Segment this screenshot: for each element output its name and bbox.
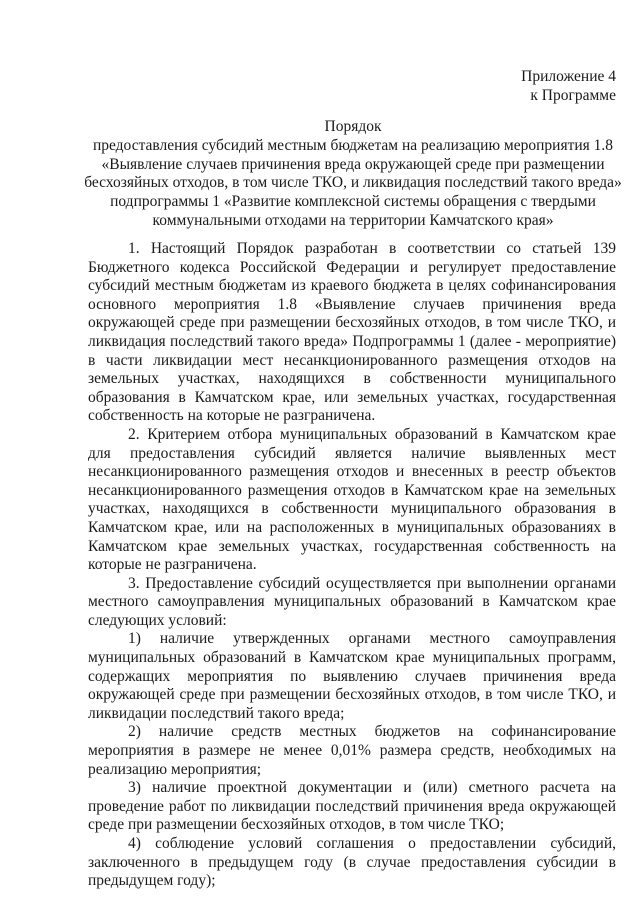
paragraph-1: 1. Настоящий Порядок разработан в соответствии со статьей 139 Бюджетного кодекса Российской Федерации и регулирует предоставление субсидий местным бюджетам из краевого бюджета в целях софинансирования основного мероприятия 1.8 «Выявление случаев причинения вреда окружающей среде при размещении бесхозяйных отходов, в том числе ТКО, и ликвидация последствий такого вреда» Подпрограммы 1 (далее - мероприятие) в части ликвидации мест несанкционированного размещения отходов на земельных участках, находящихся в собственности муниципального образования в Камчатском крае, или земельных участках, государственная собственность на которые не разграничена. (88, 240, 616, 425)
condition-1: 1) наличие утвержденных органами местного самоуправления муниципальных образований в Камчатском крае муниципальных программ, содержащих мероприятия по выявлению случаев причинения вреда окружающей среде при размещении бесхозяйных отходов, в том числе ТКО, и ликвидации последствий такого вреда; (88, 630, 616, 722)
document-body (88, 240, 616, 891)
document-title: Порядок (324, 118, 382, 135)
appendix-program: к Программе (530, 86, 616, 104)
appendix-reference (521, 68, 616, 105)
document-subtitle: предоставления субсидий местным бюджетам на реализацию мероприятия 1.8 «Выявление случаев причинения вреда окружающей среде при размещении бесхозяйных отходов, в том числе ТКО, и ликвидация последствий такого вреда» подпрограммы 1 «Развитие комплексной системы обращения с твердыми коммунальными отходами на территории Камчатского края» (84, 136, 622, 229)
condition-3: 3) наличие проектной документации и (или) сметного расчета на проведение работ по ликвидации последствий причинения вреда окружающей среде при размещении бесхозяйных отходов, в том числе ТКО; (88, 779, 616, 834)
document-heading (80, 118, 626, 231)
paragraph-2: 2. Критерием отбора муниципальных образований в Камчатском крае для предоставления субсидий является наличие выявленных мест несанкционированного размещения отходов и внесенных в реестр объектов несанкционированного размещения отходов в Камчатском крае на земельных участках, находящихся в собственности муниципального образования в Камчатском крае, или на расположенных в муниципальных образованиях в Камчатском крае земельных участках, государственная собственность на которые не разграничена. (88, 425, 616, 574)
paragraph-3: 3. Предоставление субсидий осуществляется при выполнении органами местного самоуправления муниципальных образований в Камчатском крае следующих условий: (88, 574, 616, 629)
condition-2: 2) наличие средств местных бюджетов на софинансирование мероприятия в размере не менее 0,01% размера средств, необходимых на реализацию мероприятия; (88, 723, 616, 778)
condition-4: 4) соблюдение условий соглашения о предоставлении субсидий, заключенного в предыдущем году (в случае предоставления субсидии в предыдущем году); (88, 835, 616, 890)
appendix-number: Приложение 4 (521, 68, 616, 85)
